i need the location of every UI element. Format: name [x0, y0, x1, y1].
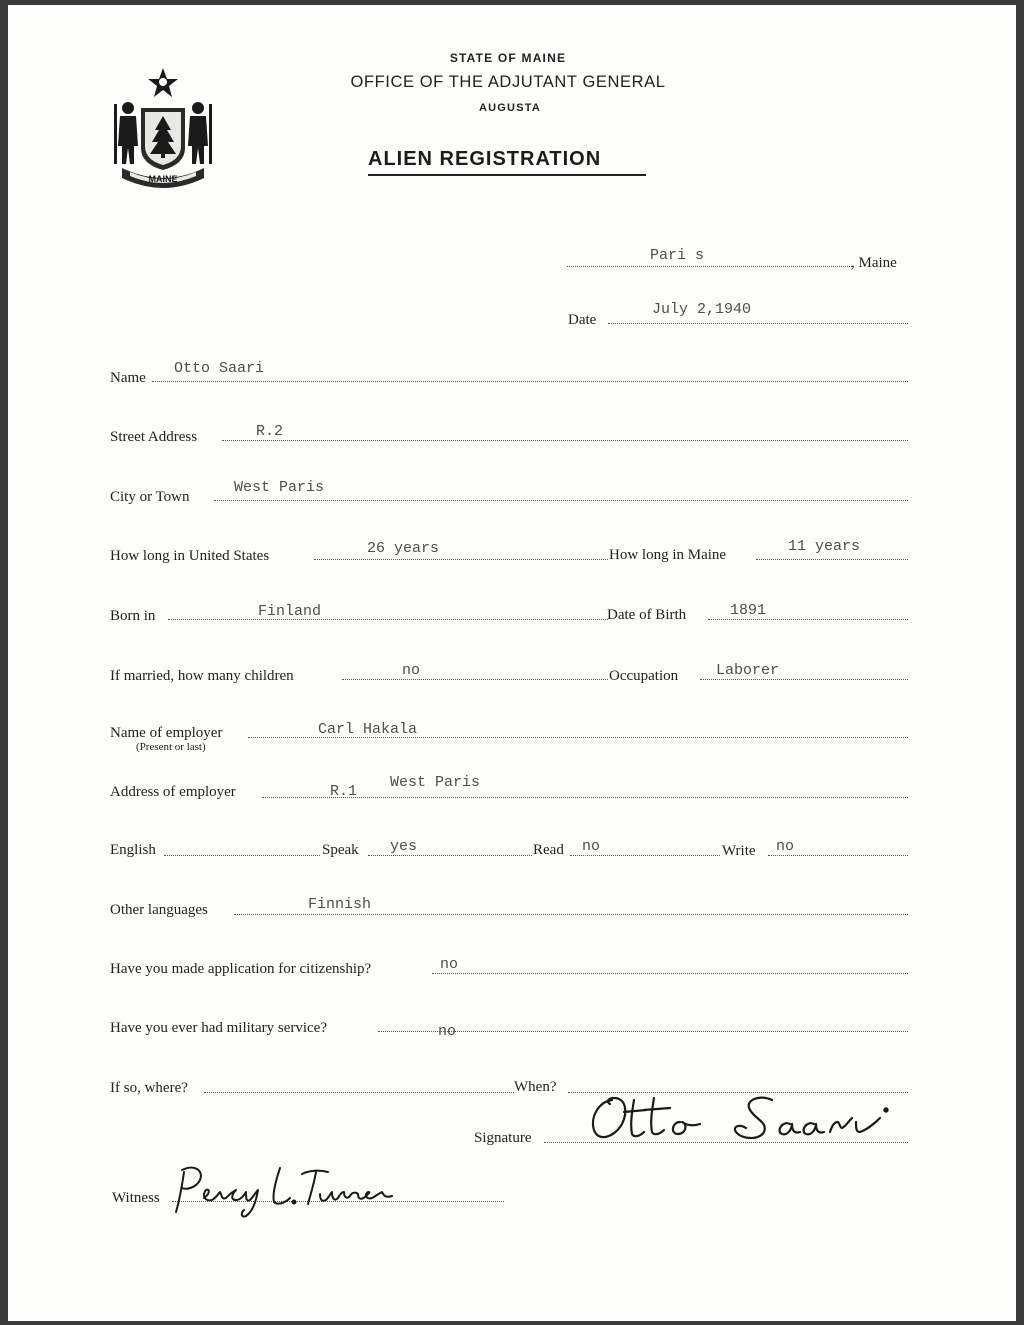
employer-address-route: R.1 — [330, 783, 358, 800]
born-in-label: Born in — [110, 608, 156, 624]
employer-address-town: West Paris — [390, 774, 481, 791]
witness-label: Witness — [112, 1190, 160, 1206]
name-value: Otto Saari — [174, 360, 265, 377]
citizenship-label: Have you made application for citizenship? — [110, 961, 372, 977]
street-value: R.2 — [256, 423, 284, 440]
occupation-value: Laborer — [716, 662, 780, 679]
form-title: ALIEN REGISTRATION — [368, 148, 602, 170]
street-label: Street Address — [110, 429, 198, 445]
born-in-line — [168, 619, 608, 620]
where-label: If so, where? — [110, 1080, 188, 1096]
children-label: If married, how many children — [110, 668, 294, 684]
title-underline — [368, 174, 646, 176]
date-label: Date — [568, 312, 597, 328]
other-languages-label: Other languages — [110, 902, 208, 918]
employer-address-label: Address of employer — [110, 784, 236, 800]
street-line — [222, 440, 908, 441]
us-duration-line — [314, 559, 608, 560]
military-value: no — [438, 1023, 457, 1040]
date-value: July 2,1940 — [652, 301, 752, 318]
when-label: When? — [514, 1079, 557, 1095]
other-languages-value: Finnish — [308, 896, 372, 913]
where-line — [204, 1092, 514, 1093]
children-value: no — [402, 662, 421, 679]
date-line — [608, 323, 908, 324]
speak-value: yes — [390, 838, 418, 855]
occupation-label: Occupation — [609, 668, 679, 684]
read-label: Read — [533, 842, 564, 858]
english-label: English — [110, 842, 156, 858]
maine-duration-value: 11 years — [788, 538, 861, 555]
employer-address-line — [262, 797, 908, 798]
name-line — [152, 381, 908, 382]
city-value: West Paris — [234, 479, 325, 496]
city-line — [214, 500, 908, 501]
place-value: Pari s — [650, 247, 705, 264]
employer-value: Carl Hakala — [318, 721, 418, 738]
signature-label: Signature — [474, 1130, 532, 1146]
city-label: City or Town — [110, 489, 190, 505]
header-state: STATE OF MAINE — [449, 51, 567, 65]
us-duration-value: 26 years — [367, 540, 440, 557]
citizenship-line — [432, 973, 908, 974]
us-duration-label: How long in United States — [110, 548, 270, 564]
children-line — [342, 679, 608, 680]
name-label: Name — [110, 370, 146, 386]
seal-banner-text: MAINE — [148, 174, 178, 184]
speak-label: Speak — [322, 842, 359, 858]
dob-value: 1891 — [730, 602, 767, 619]
place-line — [567, 266, 852, 267]
maine-duration-label: How long in Maine — [609, 547, 727, 563]
english-line — [164, 855, 320, 856]
maine-duration-line — [756, 559, 908, 560]
write-label: Write — [722, 843, 756, 859]
military-label: Have you ever had military service? — [110, 1020, 327, 1036]
place-suffix: , Maine — [851, 255, 897, 271]
dob-label: Date of Birth — [607, 607, 687, 623]
header-office: OFFICE OF THE ADJUTANT GENERAL — [350, 73, 666, 91]
applicant-signature — [584, 1088, 910, 1146]
write-value: no — [776, 838, 795, 855]
witness-signature — [170, 1158, 396, 1220]
employer-sublabel: (Present or last) — [136, 741, 206, 753]
citizenship-value: no — [440, 956, 459, 973]
employer-label: Name of employer — [110, 725, 223, 741]
header-city: AUGUSTA — [479, 102, 541, 114]
born-in-value: Finland — [258, 603, 322, 620]
read-value: no — [582, 838, 601, 855]
military-line — [378, 1031, 908, 1032]
other-languages-line — [234, 914, 908, 915]
